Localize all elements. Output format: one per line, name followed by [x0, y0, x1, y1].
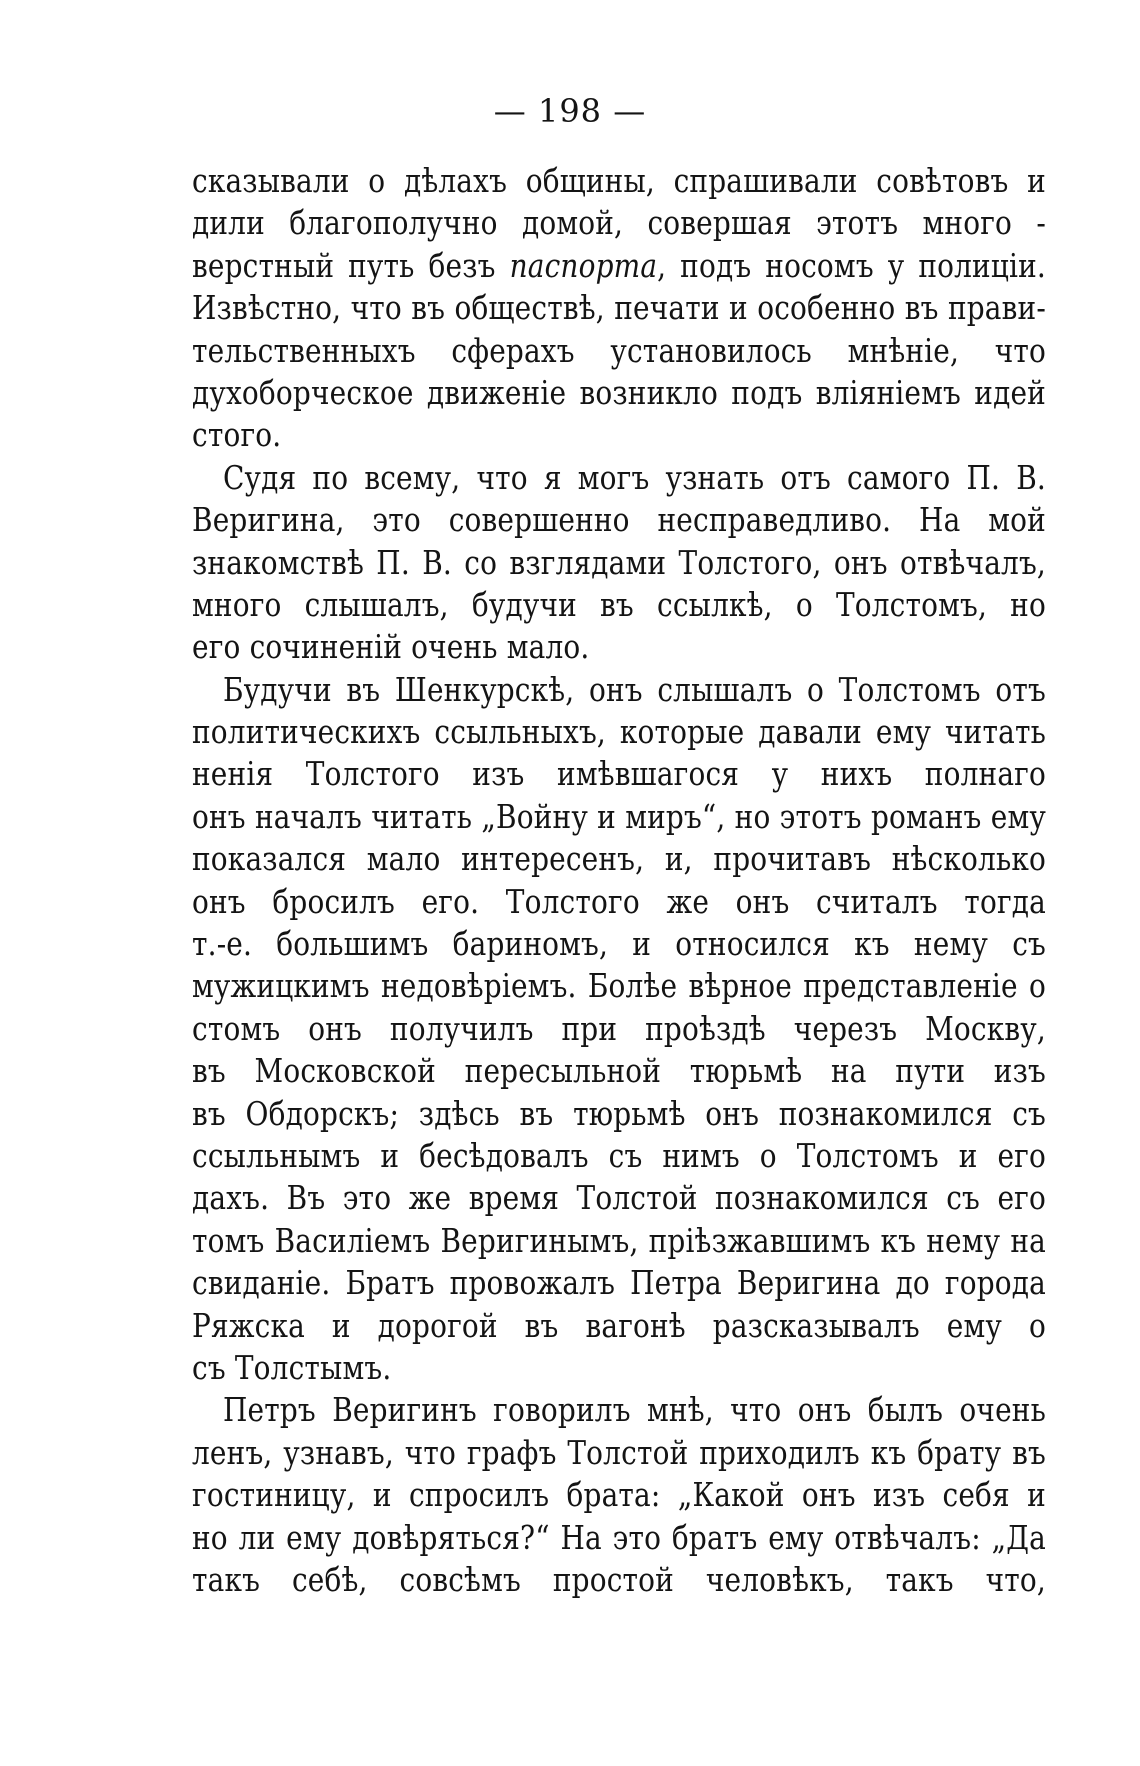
text-line: въ Обдорскъ; здѣсь въ тюрьмѣ онъ познакомился съ [192, 1094, 1046, 1133]
paragraph-1 [192, 160, 1046, 457]
paragraph-4 [192, 1389, 1046, 1601]
text-line: мужицкимъ недовѣріемъ. Болѣе вѣрное представленіе о [192, 967, 1046, 1006]
text-line: онъ бросилъ его. Толстого же онъ считалъ тогда [192, 882, 1046, 921]
text-line: т.-е. большимъ бариномъ, и относился къ нему съ [192, 925, 1046, 964]
text-line: ненія Толстого изъ имѣвшагося у нихъ полнаго [192, 755, 1046, 794]
text-line: Веригина, это совершенно несправедливо. На мой [192, 501, 1046, 540]
text-line: показался мало интересенъ, и, прочитавъ нѣсколько [192, 840, 1046, 879]
text-line: но ли ему довѣряться?“ На это братъ ему отвѣчалъ: „Да [192, 1518, 1046, 1557]
text-line: сказывали о дѣлахъ общины, спрашивали совѣтовъ и [192, 162, 1046, 200]
text-line: Судя по всему, что я могъ узнать отъ самого П. В. [222, 458, 1046, 497]
text-line: верстный путь безъ паспорта, подъ носомъ у полиціи. [192, 246, 1046, 285]
body-text [192, 160, 1046, 1601]
text-line: дахъ. Въ это же время Толстой познакомился съ его [192, 1179, 1046, 1218]
text-line: гостиницу, и спросилъ брата: „Какой онъ изъ себя и [192, 1476, 1046, 1515]
text-line: въ Московской пересыльной тюрьмѣ на пути изъ [192, 1052, 1046, 1091]
paragraph-3 [192, 669, 1046, 1390]
paragraph-2 [192, 457, 1046, 669]
text-line: ленъ, узнавъ, что графъ Толстой приходилъ къ брату въ [192, 1433, 1046, 1472]
text-line: тельственныхъ сферахъ установилось мнѣніе, что [192, 331, 1046, 370]
page-number: — 198 — [493, 92, 647, 130]
text-line: знакомствѣ П. В. со взглядами Толстого, онъ отвѣчалъ, [192, 543, 1046, 582]
text-line: Будучи въ Шенкурскѣ, онъ слышалъ о Толстомъ отъ [222, 670, 1046, 709]
text-line: его сочиненій очень мало. [192, 628, 590, 667]
text-line: свиданіе. Братъ провожалъ Петра Веригина до города [192, 1264, 1046, 1303]
text-line: Петръ Веригинъ говорилъ мнѣ, что онъ былъ очень [222, 1391, 1046, 1430]
text-line: духоборческое движеніе возникло подъ вліяніемъ идей [192, 373, 1046, 412]
italic-word: паспорта [509, 246, 658, 285]
text-line: стомъ онъ получилъ при проѣздѣ черезъ Москву, [192, 1009, 1046, 1048]
text-line: онъ началъ читать „Войну и миръ“, но этотъ романъ ему [192, 797, 1046, 836]
text-line: Ряжска и дорогой въ вагонѣ разсказывалъ ему о [192, 1306, 1046, 1345]
text-line: съ Толстымъ. [192, 1348, 392, 1387]
text-line: стого. [192, 416, 282, 455]
text-line: томъ Василіемъ Веригинымъ, пріѣзжавшимъ къ нему на [192, 1221, 1046, 1260]
text-line: такъ себѣ, совсѣмъ простой человѣкъ, такъ что, [192, 1560, 1046, 1599]
text-line: ссыльнымъ и бесѣдовалъ съ нимъ о Толстомъ и его [192, 1136, 1046, 1175]
text-line: дили благополучно домой, совершая этотъ много - [192, 204, 1046, 243]
text-line: много слышалъ, будучи въ ссылкѣ, о Толстомъ, но [192, 585, 1046, 624]
text-line: Извѣстно, что въ обществѣ, печати и особенно въ прави- [192, 289, 1046, 328]
text-line: политическихъ ссыльныхъ, которые давали ему читать [192, 713, 1046, 752]
